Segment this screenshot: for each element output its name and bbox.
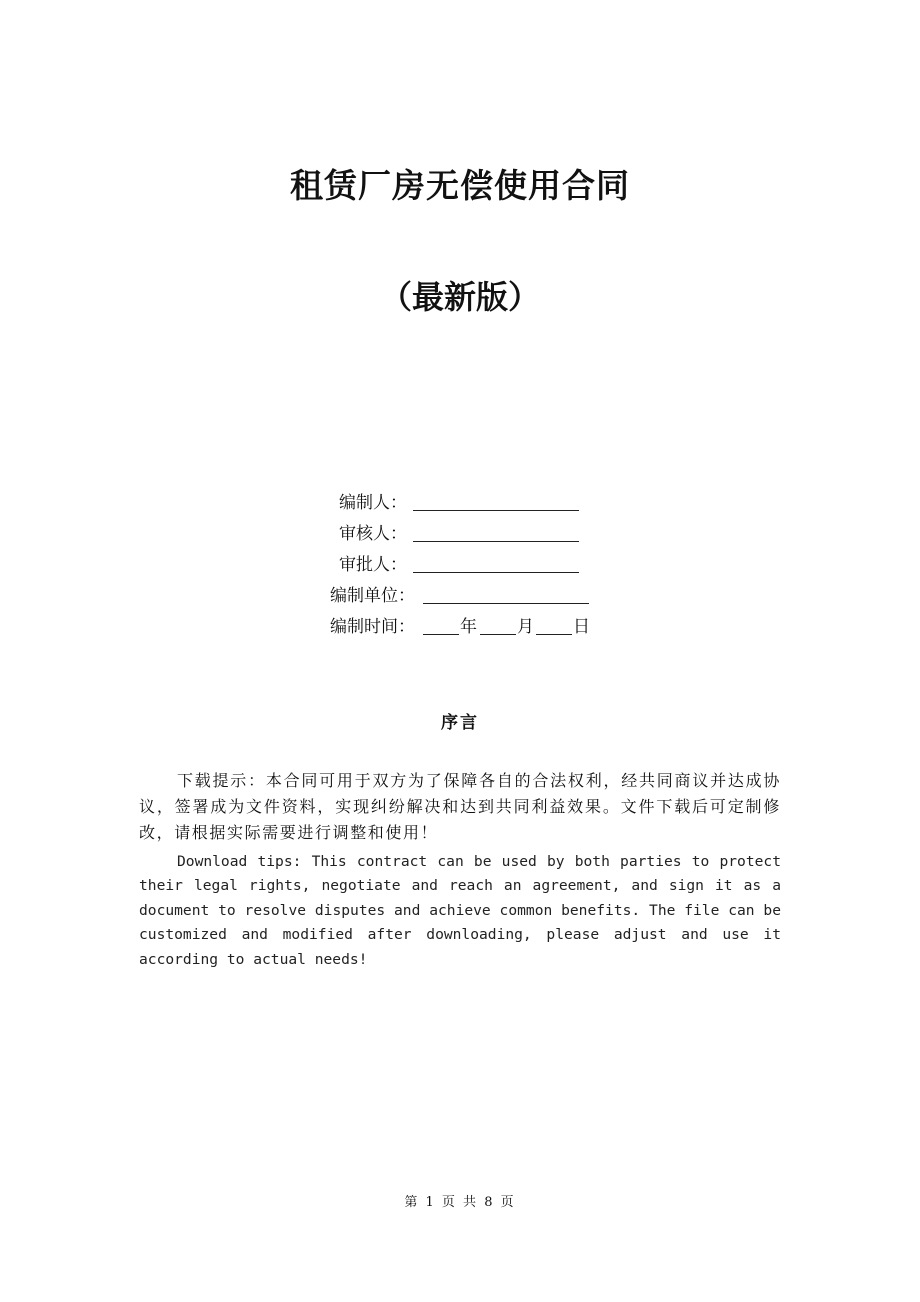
reviewer-label: 审核人： xyxy=(339,524,407,544)
time-row xyxy=(0,612,920,643)
document-edition: （最新版） xyxy=(379,278,540,316)
preparer-field[interactable] xyxy=(413,510,579,511)
approver-label: 审批人： xyxy=(339,555,407,575)
day-field[interactable] xyxy=(536,634,572,635)
month-field[interactable] xyxy=(480,634,516,635)
unit-row xyxy=(0,581,920,612)
preparer-label: 编制人： xyxy=(339,493,407,513)
approver-row xyxy=(0,550,920,581)
month-char: 月 xyxy=(517,617,534,637)
year-field[interactable] xyxy=(423,634,459,635)
approval-info-block xyxy=(0,488,920,643)
year-char: 年 xyxy=(460,617,477,637)
unit-label: 编制单位： xyxy=(330,586,415,606)
preparer-row xyxy=(0,488,920,519)
unit-field[interactable] xyxy=(423,603,589,604)
preface-heading: 序言 xyxy=(441,713,479,733)
page-number-footer: 第 1 页 共 8 页 xyxy=(404,1195,516,1210)
preface-english-paragraph: Download tips: This contract can be used by both parties to protect their legal rights, negotiate and reach an agreement, and sign it as a document to resolve disputes and achieve common benefits. The file can be customized and modified after downloading, please adjust and use it according to actual needs! xyxy=(139,853,781,968)
time-label: 编制时间： xyxy=(330,617,415,637)
reviewer-field[interactable] xyxy=(413,541,579,542)
preface-chinese-paragraph: 下载提示：本合同可用于双方为了保障各自的合法权利，经共同商议并达成协议，签署成为文件资料，实现纠纷解决和达到共同利益效果。文件下载后可定制修改，请根据实际需要进行调整和使用！ xyxy=(139,771,781,842)
document-title: 租赁厂房无偿使用合同 xyxy=(290,166,630,205)
day-char: 日 xyxy=(573,617,590,637)
approver-field[interactable] xyxy=(413,572,579,573)
reviewer-row xyxy=(0,519,920,550)
